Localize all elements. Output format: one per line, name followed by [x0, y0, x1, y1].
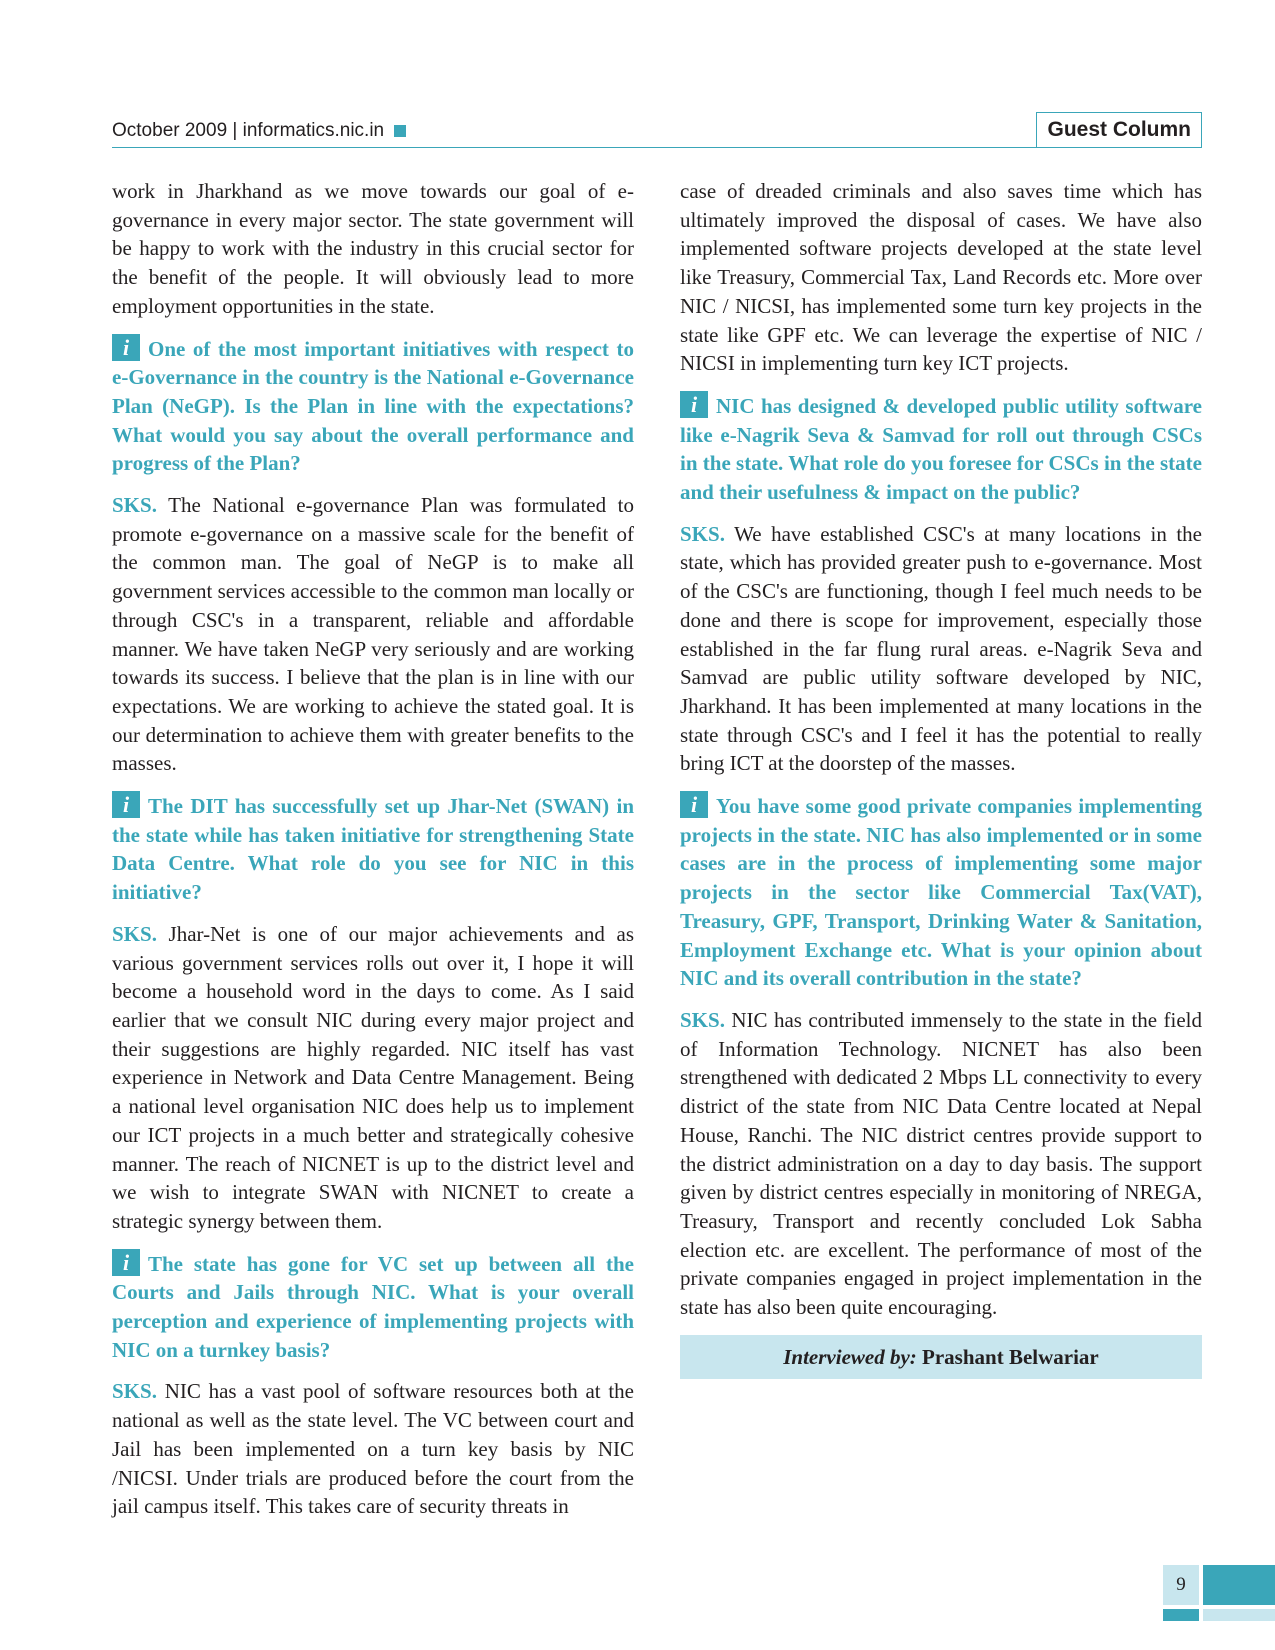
page-number: 9	[1163, 1565, 1199, 1605]
corner-decoration	[1203, 1565, 1275, 1605]
header-rule	[112, 147, 1202, 148]
info-icon: i	[112, 791, 140, 818]
info-icon: i	[112, 334, 140, 361]
question-text: You have some good private companies implementing projects in the state. NIC has also implemented or in some cases are in the process of implementing some major projects in the sector like Commercial Tax(VAT), Treasury, GPF, Transport, Drinking Water & Sanitation, Employment Exchange etc. What is your opinion about NIC and its overall contribution in the state?	[680, 794, 1202, 991]
answer-text: Jhar-Net is one of our major achievements and as various government services rolls out over it, I hope it will become a household word in the days to come. As I said earlier that we consult NIC during every major project and their suggestions are highly regarded. NIC itself has vast experience in Network and Data Centre Management. Being a national level organisation NIC does help us to implement our ICT projects in a much better and strategically cohesive manner. The reach of NICNET is up to the district level and we wish to integrate SWAN with NICNET to create a strategic synergy between them.	[112, 921, 634, 1233]
answer	[112, 1377, 634, 1521]
info-icon: i	[112, 1249, 140, 1276]
page-header	[112, 112, 1202, 148]
answer	[680, 1006, 1202, 1322]
question	[112, 791, 634, 907]
corner-decoration	[1163, 1609, 1199, 1621]
info-icon: i	[680, 391, 708, 418]
question-text: The DIT has successfully set up Jhar-Net (SWAN) in the state while has taken initiative for strengthening State Data Centre. What role do you see for NIC in this initiative?	[112, 794, 634, 905]
byline-label: Interviewed by:	[783, 1344, 917, 1369]
square-icon	[394, 125, 406, 137]
question	[680, 791, 1202, 993]
issue-meta	[112, 120, 406, 142]
question-text: The state has gone for VC set up between all the Courts and Jails through NIC. What is your overall perception and experience of implementing projects with NIC on a turnkey basis?	[112, 1251, 634, 1362]
speaker-label: SKS.	[680, 521, 725, 546]
answer	[680, 520, 1202, 778]
left-column	[112, 177, 634, 1534]
answer-text: NIC has contributed immensely to the state in the field of Information Technology. NICNET has also been strengthened with dedicated 2 Mbps LL connectivity to every district of the state from NIC Data Centre located at Nepal House, Ranchi. The NIC district centres provide support to the district administration on a day to day basis. The support given by district centres especially in monitoring of NREGA, Treasury, Transport and recently concluded Lok Sabha election etc. are excellent. The performance of most of the private companies engaged in project implementation in the state has also been quite encouraging.	[680, 1007, 1202, 1320]
byline-name: Prashant Belwariar	[922, 1344, 1099, 1369]
paragraph: work in Jharkhand as we move towards our goal of e-governance in every major sector. The state government will be happy to work with the industry in this crucial sector for the benefit of the people. It will obviously lead to more employment opportunities in the state.	[112, 179, 634, 318]
speaker-label: SKS.	[112, 921, 157, 946]
question	[680, 391, 1202, 507]
speaker-label: SKS.	[112, 1379, 157, 1404]
question-text: One of the most important initiatives with respect to e-Governance in the country is the National e-Governance Plan (NeGP). Is the Plan in line with the expectations? What would you say about the overall performance and progress of the Plan?	[112, 336, 634, 476]
answer	[112, 491, 634, 778]
answer-text: NIC has a vast pool of software resources both at the national as well as the state level. The VC between court and Jail has been implemented on a turn key basis by NIC /NICSI. Under trials are produced before the court from the jail campus itself. This takes care of security threats in	[112, 1379, 635, 1519]
corner-decoration	[1203, 1609, 1275, 1621]
right-column	[680, 177, 1202, 1379]
info-icon: i	[680, 791, 708, 818]
speaker-label: SKS.	[112, 493, 157, 518]
speaker-label: SKS.	[680, 1007, 725, 1032]
answer-text: We have established CSC's at many locations in the state, which has provided greater push to e-governance. Most of the CSC's are functioning, though I feel much needs to be done and there is scope for improvement, especially those established in the far flung rural areas. e-Nagrik Seva and Samvad are public utility software developed by NIC, Jharkhand. It has been implemented at many locations in the state through CSC's and I feel it has the potential to really bring ICT at the doorstep of the masses.	[680, 521, 1202, 776]
paragraph: case of dreaded criminals and also saves time which has ultimately improved the disposal of cases. We have also implemented software projects developed at the state level like Treasury, Commercial Tax, Land Records etc. More over NIC / NICSI, has implemented some turn key projects in the state like GPF etc. We can leverage the expertise of NIC / NICSI in implementing turn key ICT projects.	[680, 179, 1202, 376]
answer-text: The National e-governance Plan was formulated to promote e-governance on a massive scale for the benefit of the common man. The goal of NeGP is to make all government services accessible to the common man locally or through CSC's in a transparent, reliable and affordable manner. We have taken NeGP very seriously and are working towards its success. I believe that the plan is in line with our expectations. We are working to achieve the stated goal. It is our determination to achieve them with greater benefits to the masses.	[112, 493, 634, 776]
question	[112, 1249, 634, 1365]
interview-byline	[680, 1335, 1202, 1379]
section-title: Guest Column	[1036, 112, 1202, 147]
answer	[112, 920, 634, 1236]
question	[112, 334, 634, 479]
issue-date-site: October 2009 | informatics.nic.in	[112, 120, 385, 141]
question-text: NIC has designed & developed public utility software like e-Nagrik Seva & Samvad for roll out through CSCs in the state. What role do you foresee for CSCs in the state and their usefulness & impact on the public?	[680, 393, 1202, 505]
